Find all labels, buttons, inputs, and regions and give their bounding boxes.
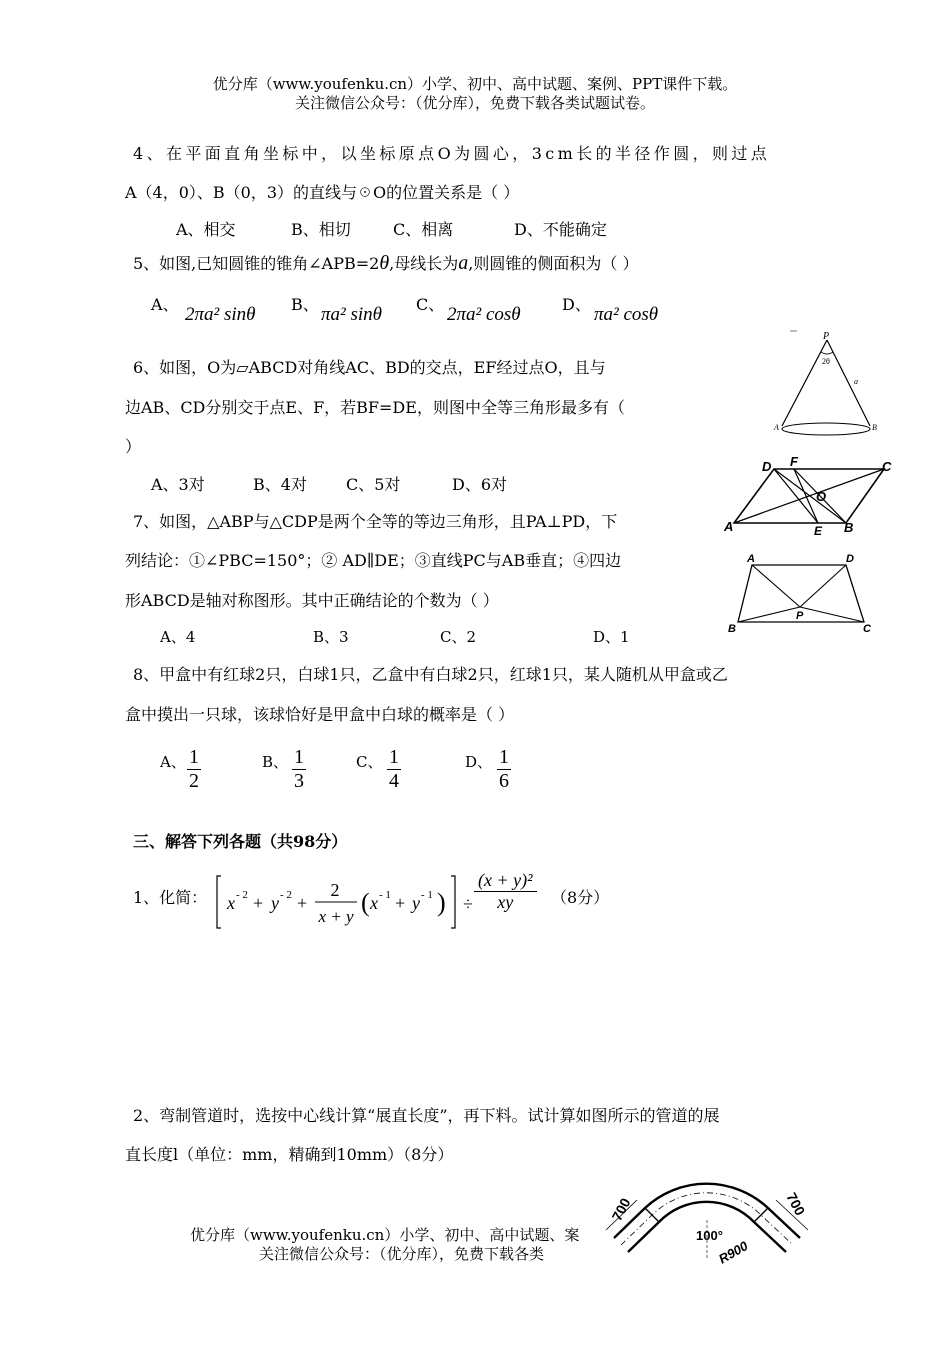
q8-fraction-d-denominator: 6	[499, 770, 509, 792]
q4-line-1: 4、在平面直角坐标中，以坐标原点O为圆心，3cm长的半径作圆，则过点	[133, 144, 771, 163]
q5-stem-c: ,则圆锥的侧面积为（ ）	[468, 254, 639, 273]
q7-line-1: 7、如图，△ABP与△CDP是两个全等的等边三角形，且PA⊥PD，下	[133, 512, 618, 531]
cone-left-edge	[782, 340, 827, 426]
p1-label: 1、化简：	[133, 888, 208, 907]
q7-line-2: 列结论：①∠PBC=150°；② AD∥DE；③直线PC与AB垂直；④四边	[125, 551, 622, 570]
segment-bp	[738, 607, 800, 622]
trap-label-C: C	[863, 623, 871, 635]
q5-stem-a: 5、如图,已知圆锥的锥角∠APB=2	[133, 254, 380, 273]
cone-angle-arc	[821, 352, 833, 354]
cone-label-p: P	[823, 331, 830, 342]
parallelogram-svg	[722, 455, 897, 537]
cone-right-edge	[827, 340, 870, 426]
segment-dp	[800, 565, 846, 607]
joint-left	[645, 1208, 659, 1222]
term-x-neg2: x	[227, 893, 235, 913]
q6-option-a: A、3对	[151, 475, 205, 494]
trap-label-D: D	[846, 553, 854, 565]
trap-label-P: P	[796, 610, 804, 622]
q5-stem-b: ,母线长为	[389, 254, 459, 273]
q4-option-b: B、相切	[291, 220, 351, 239]
q8-fraction-d	[497, 746, 511, 793]
q8-fraction-b-numerator: 1	[294, 746, 304, 768]
para-label-D: D	[762, 459, 772, 474]
p2-line-1: 2、弯制管道时，选按中心线计算“展直长度”，再下料。试计算如图所示的管道的展	[133, 1106, 720, 1125]
para-label-E: E	[814, 524, 823, 537]
header-line-1: 优分库（www.youfenku.cn）小学、初中、高中试题、案例、PPT课件下载。	[212, 75, 738, 93]
segment-de	[774, 469, 818, 523]
q8-fraction-a-numerator: 1	[189, 746, 199, 768]
segment-ap	[752, 565, 800, 607]
q5-stem	[133, 251, 638, 275]
cone-label-a: a	[854, 377, 858, 386]
header-line-2: 关注微信公众号：（优分库），免费下载各类试题试卷。	[294, 94, 655, 112]
q8-fraction-c-numerator: 1	[389, 746, 399, 768]
para-label-O: O	[816, 489, 827, 504]
plus-1: +	[253, 893, 264, 913]
q5-theta: θ	[379, 252, 390, 274]
q8-label-d: D、	[465, 753, 493, 771]
q4-option-a: A、相交	[176, 220, 236, 239]
left-bracket	[217, 876, 221, 928]
q4-option-d: D、不能确定	[514, 220, 607, 239]
frac-den-xy: x + y	[318, 907, 354, 926]
q4-option-c: C、相离	[393, 220, 454, 239]
pipe-svg	[600, 1178, 830, 1270]
plus-3: +	[395, 893, 406, 913]
section-3-title: 三、解答下列各题（共98分）	[133, 832, 348, 851]
cone-svg	[770, 326, 890, 444]
p1-right-denominator: xy	[497, 892, 514, 912]
q5-label-a: A、	[151, 295, 179, 314]
right-bracket	[451, 876, 455, 928]
trap-label-B: B	[728, 623, 736, 635]
exp-neg2-a: - 2	[236, 889, 248, 901]
pipe-label-angle: 100°	[696, 1228, 723, 1243]
q8-line-1: 8、甲盒中有红球2只，白球1只，乙盒中有白球2只，红球1只，某人随机从甲盒或乙	[133, 665, 728, 684]
para-label-B: B	[844, 520, 854, 535]
para-label-A: A	[724, 519, 734, 534]
q8-fraction-a-denominator: 2	[189, 770, 199, 792]
q6-option-c: C、5对	[346, 475, 401, 494]
q7-option-a: A、4	[160, 628, 196, 646]
paren-close: )	[437, 888, 446, 917]
q4-line-2: A（4，0）、B（0，3）的直线与☉O的位置关系是（ ）	[125, 183, 520, 202]
q6-line-2: 边AB、CD分别交于点E、F，若BF=DE，则图中全等三角形最多有（	[125, 398, 625, 417]
q8-fraction-c	[387, 746, 401, 793]
p1-expression-svg	[215, 870, 465, 932]
p2-line-2: 直长度l（单位：mm，精确到10mm）（8分）	[125, 1145, 454, 1164]
exp-neg1-b: - 1	[421, 889, 433, 901]
term-y-neg1: y	[412, 893, 420, 913]
paren-open: (	[361, 888, 370, 917]
q7-line-3: 形ABCD是轴对称图形。其中正确结论的个数为（ ）	[125, 591, 499, 610]
exp-neg1-a: - 1	[379, 889, 391, 901]
q5-label-b: B、	[291, 295, 319, 314]
trapezoid-figure	[724, 550, 884, 636]
q5-formula-b: πa² sinθ	[321, 304, 382, 325]
divide-sign: ÷	[463, 894, 473, 914]
trap-label-A: A	[747, 553, 755, 565]
diagonal-bd	[774, 469, 846, 523]
parallelogram-figure	[722, 455, 897, 537]
q8-fraction-c-denominator: 4	[389, 770, 399, 792]
q8-fraction-d-numerator: 1	[499, 746, 509, 768]
footer-line-1: 优分库（www.youfenku.cn）小学、初中、高中试题、案	[190, 1226, 580, 1244]
q6-option-d: D、6对	[452, 475, 508, 494]
para-label-C: C	[882, 459, 892, 474]
q5-formula-c: 2πa² cosθ	[447, 304, 521, 325]
plus-2: +	[297, 893, 308, 913]
q5-label-c: C、	[416, 295, 445, 314]
term-y-neg2: y	[271, 893, 279, 913]
q8-label-b: B、	[262, 753, 289, 771]
cone-base-ellipse	[782, 423, 870, 435]
q5-formula-d: πa² cosθ	[594, 304, 659, 325]
q6-line-3: ）	[125, 437, 142, 456]
q5-formula-a: 2πa² sinθ	[185, 304, 256, 325]
q8-fraction-a	[187, 746, 201, 793]
q6-option-b: B、4对	[253, 475, 307, 494]
segment-cp	[800, 607, 864, 622]
cone-label-angle: 2θ	[822, 357, 830, 366]
cone-label-A: A	[774, 423, 779, 432]
p1-right-numerator: (x + y)²	[474, 870, 537, 892]
q7-option-c: C、2	[440, 628, 477, 646]
q8-fraction-b-denominator: 3	[294, 770, 304, 792]
cone-figure	[770, 326, 890, 444]
pipe-label-radius: R900	[716, 1238, 751, 1267]
p1-score: （8分）	[551, 888, 610, 907]
trapezoid-svg	[724, 550, 884, 636]
q7-option-d: D、1	[593, 628, 630, 646]
cone-label-B: B	[872, 423, 877, 432]
segment-ef	[794, 469, 818, 523]
pipe-figure	[600, 1178, 830, 1270]
q8-label-a: A、	[160, 753, 186, 771]
p1-right-fraction	[474, 870, 537, 913]
exp-neg2-b: - 2	[280, 889, 292, 901]
q6-line-1: 6、如图，O为▱ABCD对角线AC、BD的交点，EF经过点O，且与	[133, 358, 606, 377]
pipe-label-right-length: 700	[783, 1189, 809, 1219]
q8-fraction-b	[292, 746, 306, 793]
q5-label-d: D、	[562, 295, 591, 314]
pipe-label-left-length: 700	[608, 1195, 634, 1224]
para-label-F: F	[790, 455, 798, 469]
frac-num-2: 2	[330, 880, 340, 900]
q5-a: a	[458, 252, 469, 274]
q7-option-b: B、3	[313, 628, 349, 646]
footer-line-2: 关注微信公众号：（优分库），免费下载各类	[259, 1245, 545, 1263]
p1-expression	[215, 870, 465, 932]
q8-line-2: 盒中摸出一只球，该球恰好是甲盒中白球的概率是（ ）	[125, 705, 515, 724]
term-x-neg1: x	[370, 893, 378, 913]
q8-label-c: C、	[356, 753, 383, 771]
